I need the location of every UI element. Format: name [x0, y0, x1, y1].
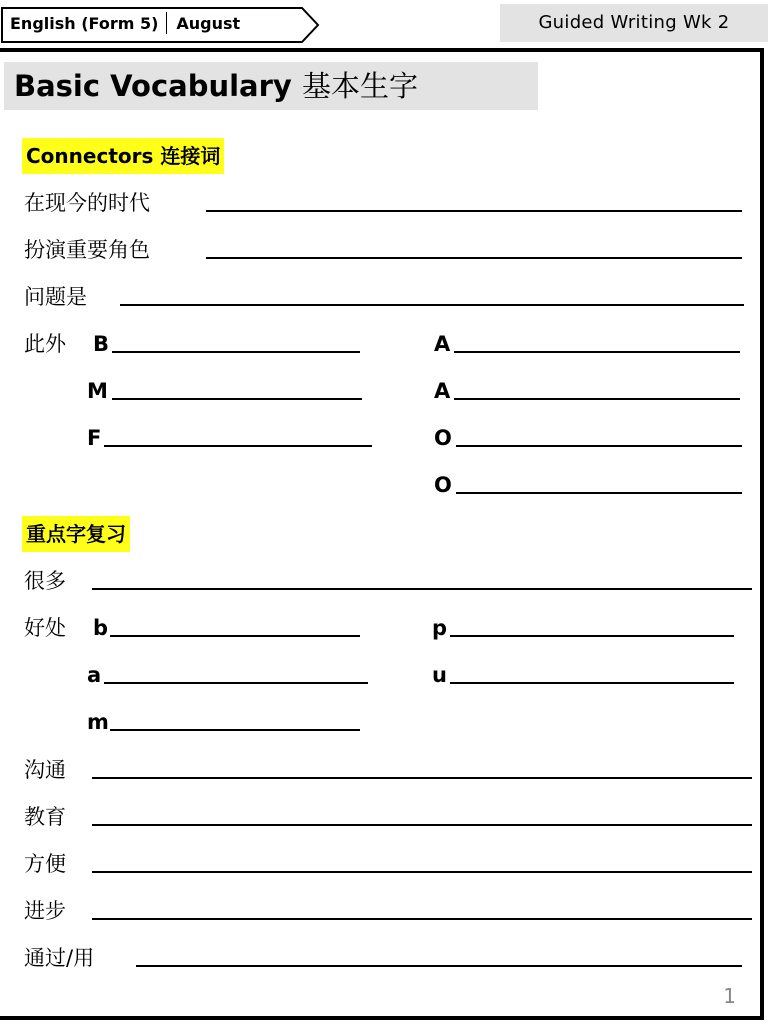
hint-letter: m [87, 710, 109, 734]
review-heading: 重点字复习 [22, 516, 130, 552]
hint-letter: A [434, 332, 451, 356]
answer-line[interactable] [112, 398, 362, 400]
answer-line[interactable] [456, 492, 742, 494]
answer-line[interactable] [92, 824, 752, 826]
page-title [14, 62, 418, 110]
hint-letter: p [432, 616, 448, 640]
title-en: Basic Vocabulary [14, 69, 292, 103]
page-number: 1 [723, 984, 736, 1008]
answer-line[interactable] [104, 445, 372, 447]
answer-line[interactable] [454, 398, 740, 400]
answer-line[interactable] [92, 871, 752, 873]
answer-line[interactable] [450, 635, 734, 637]
label-education: 教育 [24, 805, 66, 829]
label-problem-is: 问题是 [24, 285, 87, 309]
hint-letter: O [434, 426, 452, 450]
tag-text [10, 5, 240, 43]
answer-line[interactable] [120, 304, 744, 306]
hint-letter: u [432, 663, 447, 687]
hint-letter: a [87, 663, 102, 687]
label-many: 很多 [24, 569, 66, 593]
answer-line[interactable] [136, 965, 742, 967]
answer-line[interactable] [110, 729, 360, 731]
label-convenient: 方便 [24, 852, 66, 876]
answer-line[interactable] [92, 588, 752, 590]
hint-letter: F [87, 426, 102, 450]
hint-letter: A [434, 379, 451, 403]
answer-line[interactable] [110, 635, 360, 637]
week-label: Guided Writing Wk 2 [500, 4, 768, 42]
answer-line[interactable] [112, 351, 360, 353]
answer-line[interactable] [206, 257, 742, 259]
label-through: 通过/用 [24, 946, 95, 970]
title-zh: 基本生字 [301, 69, 418, 103]
label-in-modern-era: 在现今的时代 [24, 191, 150, 215]
hint-letter: b [93, 616, 109, 640]
hint-letter: O [434, 473, 452, 497]
hint-letter: B [93, 332, 110, 356]
answer-line[interactable] [92, 918, 752, 920]
tag-divider [166, 12, 167, 34]
connectors-heading: Connectors 连接词 [22, 138, 224, 174]
label-communicate: 沟通 [24, 758, 66, 782]
title-box [4, 62, 538, 110]
label-besides: 此外 [24, 332, 66, 356]
answer-line[interactable] [450, 682, 734, 684]
hint-letter: M [87, 379, 108, 403]
subject-month-tag [0, 5, 312, 43]
subject-label: English (Form 5) [10, 14, 159, 33]
label-progress: 进步 [24, 899, 66, 923]
answer-line[interactable] [104, 682, 368, 684]
month-label: August [176, 14, 241, 33]
answer-line[interactable] [92, 777, 752, 779]
answer-line[interactable] [456, 445, 742, 447]
answer-line[interactable] [206, 210, 742, 212]
label-benefits: 好处 [24, 616, 66, 640]
answer-line[interactable] [454, 351, 740, 353]
label-play-role: 扮演重要角色 [24, 238, 150, 262]
